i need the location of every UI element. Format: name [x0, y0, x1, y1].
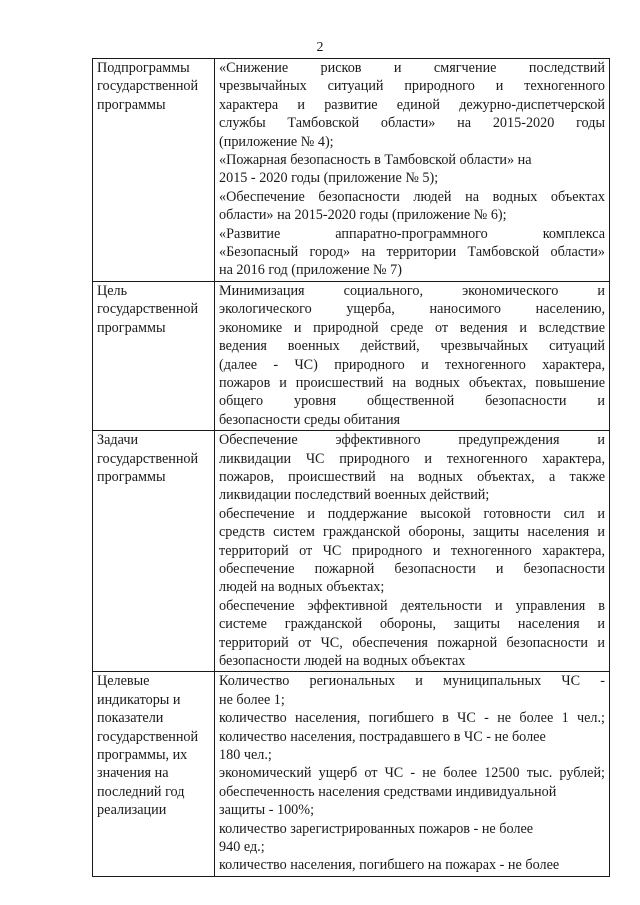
content-line: чрезвычайных ситуаций природного и техногенного	[219, 78, 605, 95]
content-line: обеспечение и поддержание высокой готовности сил и	[219, 505, 605, 522]
label-line: значения на	[97, 765, 169, 782]
row-label	[93, 59, 215, 282]
content-line: пожаров и происшествий на водных объектах, повышение	[219, 374, 605, 391]
content-line: 940 ед.;	[219, 839, 265, 856]
label-line: реализации	[97, 802, 167, 819]
content-line: безопасности среды обитания	[219, 411, 401, 428]
label-line: государственной	[97, 301, 199, 318]
content-line: людей на водных объектах;	[219, 579, 385, 596]
content-line: защиты - 100%;	[219, 802, 315, 819]
row-content	[215, 59, 610, 282]
content-line: 2015 - 2020 годы (приложение № 5);	[219, 170, 439, 187]
row-content	[215, 672, 610, 876]
table-row	[93, 431, 610, 672]
content-line: Минимизация социального, экономического и	[219, 282, 605, 299]
content-line: «Обеспечение безопасности людей на водных объектах	[219, 188, 605, 205]
label-line: Цель	[97, 282, 128, 299]
content-line: количество населения, погибшего на пожарах - не более	[219, 857, 560, 874]
label-line: программы	[97, 96, 166, 113]
label-line: государственной	[97, 728, 199, 745]
content-line: ликвидации последствий военных действий;	[219, 487, 490, 504]
label-line: государственной	[97, 78, 199, 95]
label-line: программы	[97, 468, 166, 485]
content-line: Обеспечение эффективного предупреждения и	[219, 432, 605, 449]
label-line: индикаторы и	[97, 691, 181, 708]
row-label	[93, 672, 215, 876]
label-line: Подпрограммы	[97, 60, 190, 76]
content-line: системе гражданской обороны, защиты населения и	[219, 616, 605, 633]
row-label	[93, 281, 215, 430]
content-line: экономический ущерб от ЧС - не более 12500 тыс. рублей;	[219, 765, 605, 782]
content-line: «Безопасный город» на территории Тамбовской области»	[219, 244, 605, 261]
program-passport-table	[92, 58, 610, 877]
content-line: средств систем гражданской обороны, защиты населения и	[219, 524, 605, 541]
label-line: последний год	[97, 783, 185, 800]
content-line: Количество региональных и муниципальных ЧС -	[219, 673, 605, 690]
content-line: не более 1;	[219, 691, 285, 708]
content-line: службы Тамбовской области» на 2015-2020 годы	[219, 115, 605, 132]
content-line: обеспеченность населения средствами индивидуальной	[219, 783, 557, 800]
label-line: программы, их	[97, 747, 188, 764]
content-line: количество населения, пострадавшего в ЧС - не более	[219, 728, 546, 745]
content-line: (приложение № 4);	[219, 133, 334, 150]
content-line: количество зарегистрированных пожаров - не более	[219, 820, 534, 837]
content-line: характера и развитие единой дежурно-диспетчерской	[219, 96, 605, 113]
row-content	[215, 431, 610, 672]
content-line: «Развитие аппаратно-программного комплекса	[219, 225, 605, 242]
content-line: на 2016 год (приложение № 7)	[219, 262, 402, 279]
row-content	[215, 281, 610, 430]
content-line: «Пожарная безопасность в Тамбовской области» на	[219, 152, 532, 169]
content-line: области» на 2015-2020 годы (приложение № 6);	[219, 207, 507, 224]
content-line: ликвидации ЧС природного и техногенного характера,	[219, 450, 605, 467]
content-line: количество населения, погибшего в ЧС - не более 1 чел.;	[219, 710, 605, 727]
content-line: «Снижение рисков и смягчение последствий	[219, 60, 605, 76]
content-line: обеспечение эффективной деятельности и управления в	[219, 597, 605, 614]
content-line: экологического ущерба, наносимого населению,	[219, 301, 605, 318]
content-line: общего уровня общественной безопасности и	[219, 393, 605, 410]
content-line: обеспечение пожарной безопасности и безопасности	[219, 560, 605, 577]
content-line: экономике и природной среде от ведения и вследствие	[219, 319, 605, 336]
content-line: территорий от ЧС природного и техногенного характера,	[219, 542, 605, 559]
table-row	[93, 672, 610, 876]
label-line: показатели	[97, 710, 164, 727]
label-line: Задачи	[97, 432, 139, 449]
content-line: безопасности людей на водных объектах	[219, 653, 466, 669]
content-line: ведения военных действий, чрезвычайных ситуаций	[219, 338, 605, 355]
label-line: государственной	[97, 450, 199, 467]
row-label	[93, 431, 215, 672]
page-number: 2	[316, 40, 324, 55]
table-row	[93, 59, 610, 282]
content-line: пожаров, происшествий на водных объектах, а также	[219, 468, 605, 485]
content-line: территорий от ЧС, обеспечения пожарной безопасности и	[219, 634, 605, 651]
label-line: Целевые	[97, 673, 150, 690]
content-line: (далее - ЧС) природного и техногенного характера,	[219, 356, 605, 373]
content-line: 180 чел.;	[219, 747, 272, 764]
table-row	[93, 281, 610, 430]
label-line: программы	[97, 319, 166, 336]
